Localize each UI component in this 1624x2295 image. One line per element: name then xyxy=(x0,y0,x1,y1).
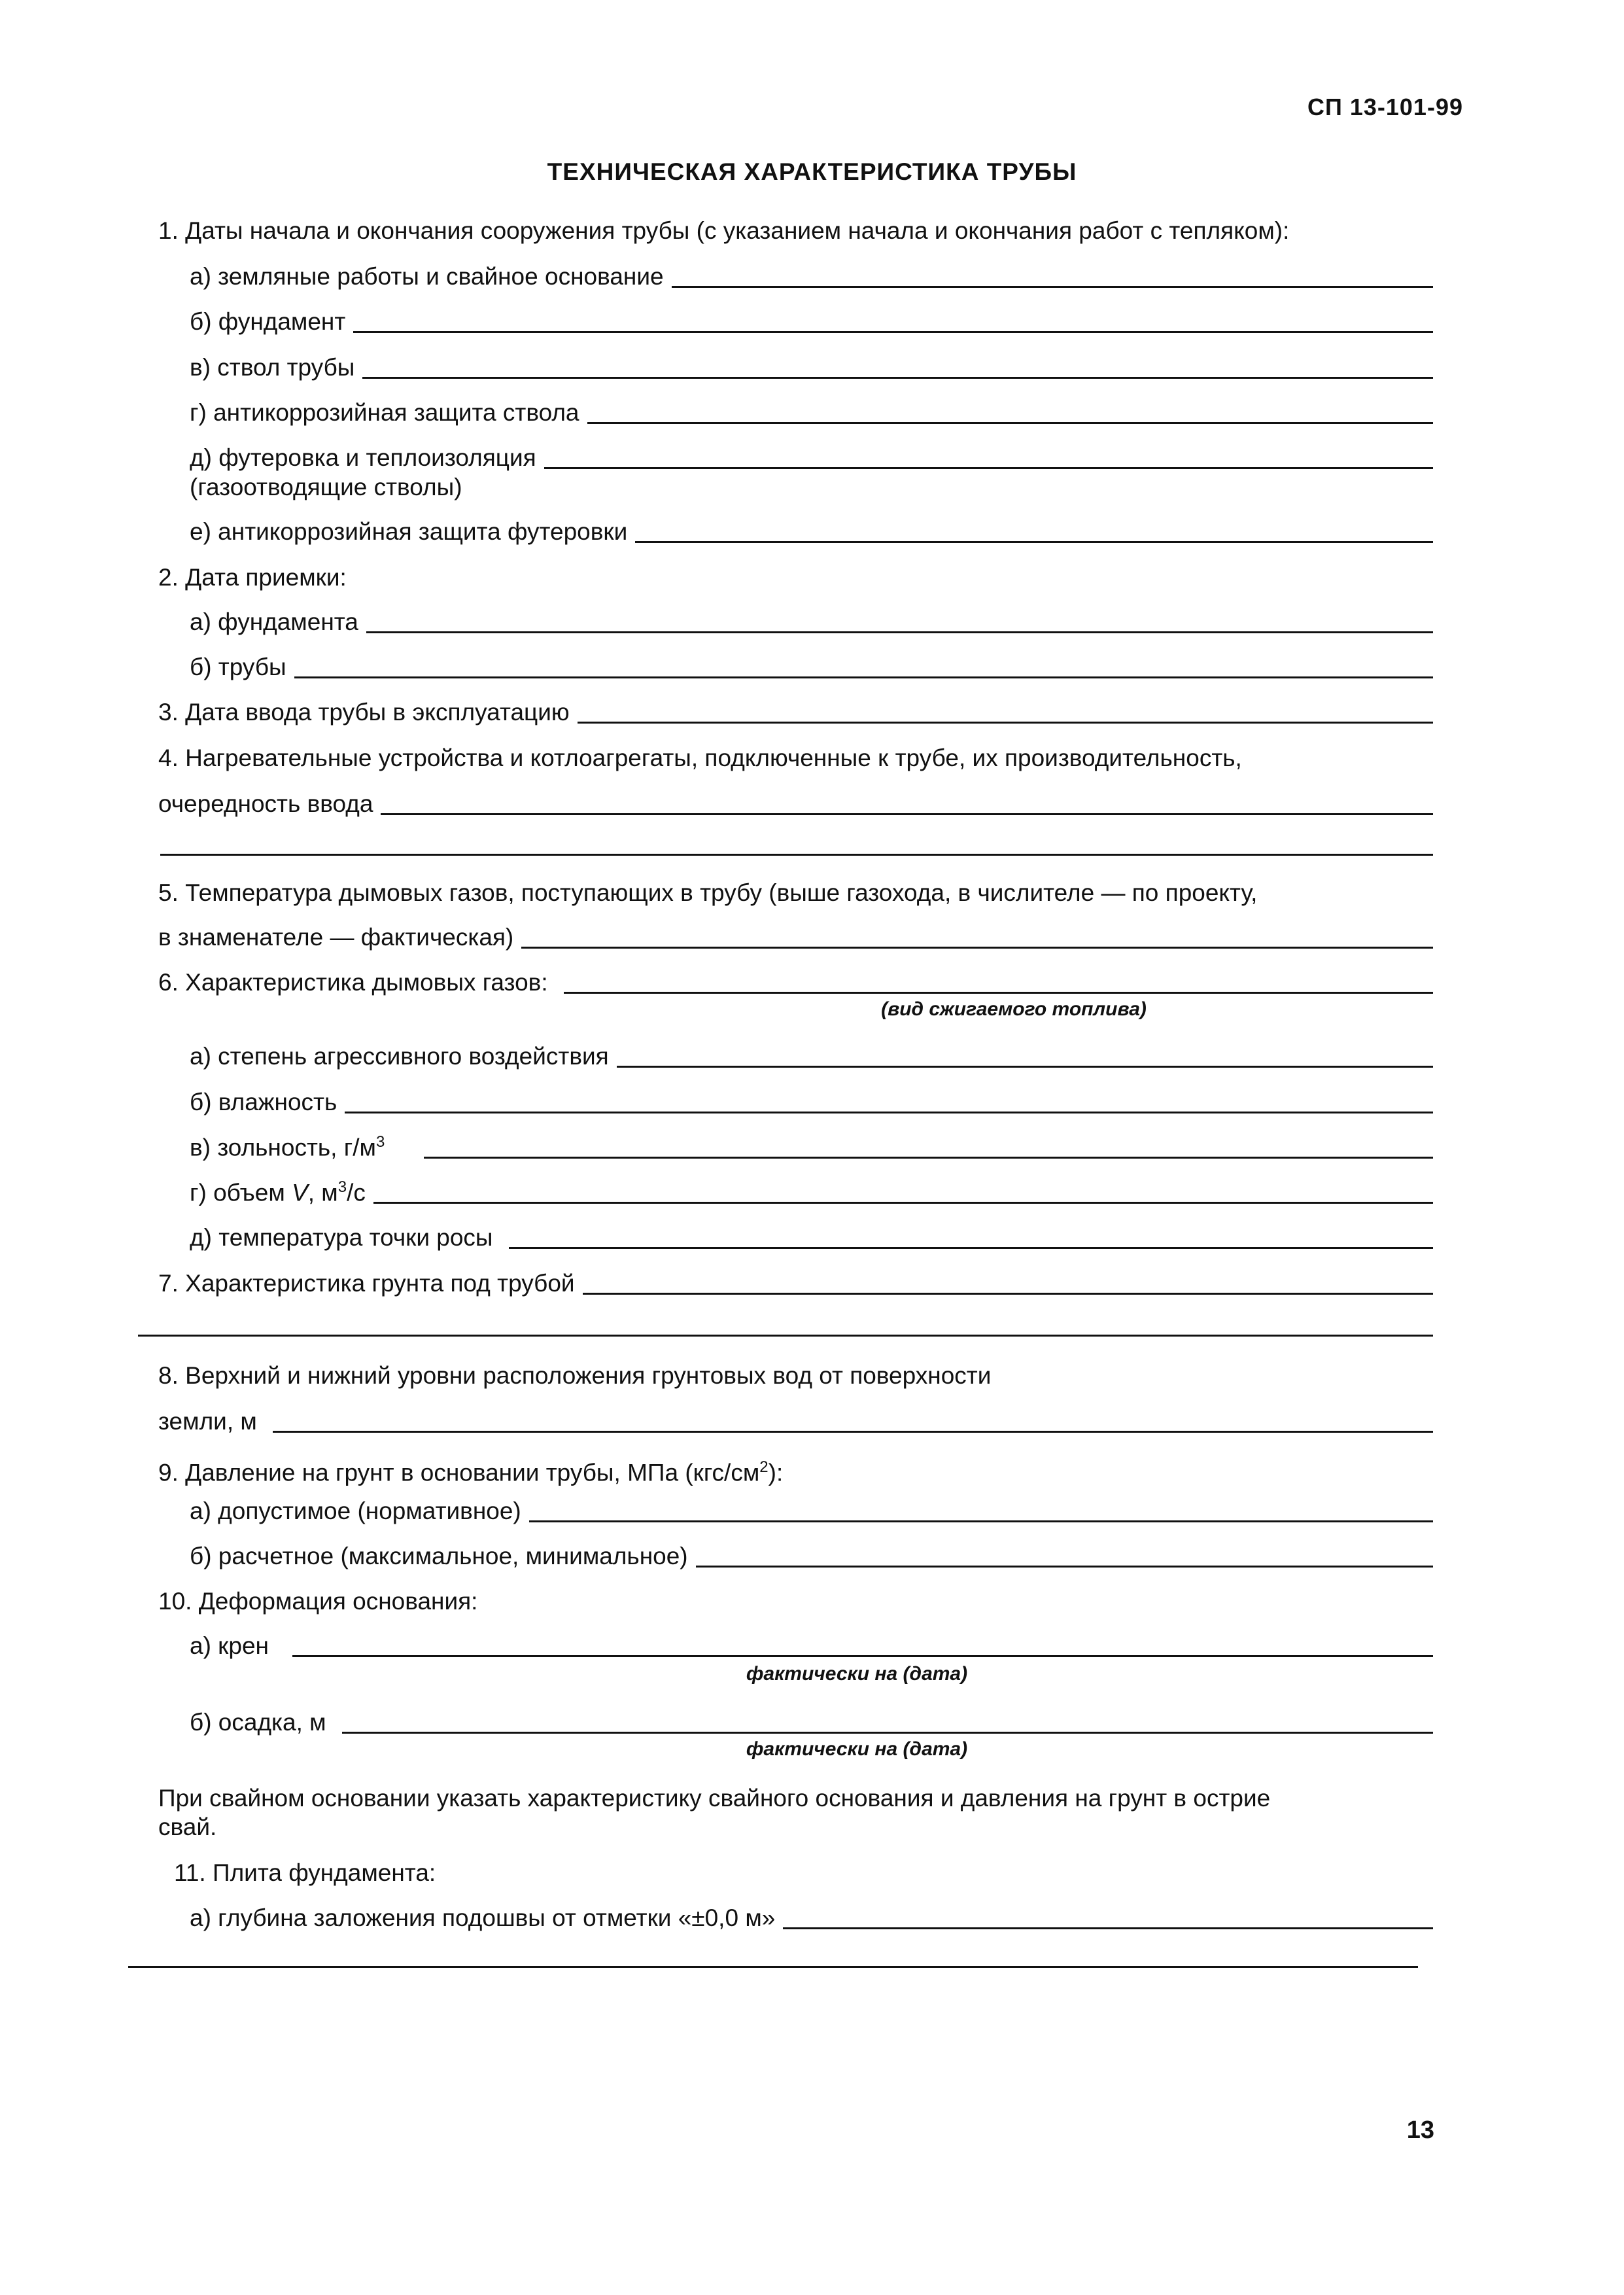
item-4-label: 4. Нагревательные устройства и котлоагрегаты, подключенные к трубе, их производительность, xyxy=(158,745,1242,771)
field-ash-content-label: в) зольность, $г/м^3$ xyxy=(190,1132,385,1161)
field-acceptance-stack-line[interactable] xyxy=(294,676,1433,678)
item-10-label: 10. Деформация основания: xyxy=(158,1588,478,1615)
page-number: 13 xyxy=(1406,2116,1434,2144)
field-shaft-anticorrosion-line[interactable] xyxy=(587,422,1433,424)
field-foundation-label: б) фундамент xyxy=(190,308,346,335)
field-dew-point-line[interactable] xyxy=(509,1247,1433,1249)
field-flue-gas-temperature[interactable] xyxy=(158,921,1433,954)
field-soil-characteristics-line[interactable] xyxy=(583,1293,1433,1295)
field-humidity[interactable] xyxy=(190,1086,1433,1119)
field-flue-gas-temperature-line[interactable] xyxy=(521,947,1433,949)
field-earthworks[interactable] xyxy=(190,260,1433,293)
field-allowable-pressure-label: а) допустимое (нормативное) xyxy=(190,1498,521,1524)
field-footing-depth[interactable] xyxy=(190,1902,1433,1935)
field-stack-shaft[interactable] xyxy=(190,351,1433,384)
item-11-label: 11. Плита фундамента: xyxy=(174,1859,436,1886)
field-commissioning-date-line[interactable] xyxy=(578,722,1433,724)
item-2-label: 2. Дата приемки: xyxy=(158,564,347,591)
field-acceptance-stack-label: б) трубы xyxy=(190,654,286,680)
blank-line-item-4[interactable] xyxy=(160,854,1433,856)
field-earthworks-label: а) земляные работы и свайное основание xyxy=(190,263,664,290)
field-acceptance-stack[interactable] xyxy=(190,651,1433,684)
field-acceptance-foundation-label: а) фундамента xyxy=(190,608,358,635)
pile-foundation-note: При свайном основании указать характеристику свайного основания и давления на грунт в острие xyxy=(158,1785,1271,1812)
field-tilt[interactable] xyxy=(190,1630,1433,1662)
field-soil-characteristics-label: 7. Характеристика грунта под трубой xyxy=(158,1270,575,1297)
field-volume-label: г) объем V, $м^3/с$ xyxy=(190,1178,366,1206)
field-stack-shaft-line[interactable] xyxy=(362,377,1433,379)
field-commissioning-order-label: очередность ввода xyxy=(158,790,373,817)
field-lining-insulation-label: д) футеровка и теплоизоляция xyxy=(190,444,536,471)
field-design-pressure[interactable] xyxy=(190,1540,1433,1573)
field-volume-line[interactable] xyxy=(373,1202,1433,1204)
field-flue-gas-characteristics[interactable] xyxy=(158,966,1433,999)
item-1-label: 1. Даты начала и окончания сооружения трубы (с указанием начала и окончания работ с тепляком): xyxy=(158,217,1290,244)
field-commissioning-date[interactable] xyxy=(158,696,1433,729)
field-acceptance-foundation[interactable] xyxy=(190,606,1433,639)
document-code: СП 13-101-99 xyxy=(1307,94,1463,120)
field-settlement[interactable] xyxy=(190,1706,1433,1739)
field-settlement-line[interactable] xyxy=(342,1732,1433,1734)
field-tilt-label: а) крен xyxy=(190,1632,269,1659)
field-ash-content-line[interactable] xyxy=(424,1157,1433,1159)
field-dew-point-label: д) температура точки росы xyxy=(190,1224,493,1251)
page-title: ТЕХНИЧЕСКАЯ ХАРАКТЕРИСТИКА ТРУБЫ xyxy=(547,158,1077,185)
field-tilt-line[interactable] xyxy=(292,1655,1433,1657)
field-allowable-pressure-line[interactable] xyxy=(529,1520,1433,1522)
field-earthworks-line[interactable] xyxy=(672,286,1433,288)
field-flue-gas-characteristics-label: 6. Характеристика дымовых газов: xyxy=(158,969,548,996)
field-lining-anticorrosion-label: е) антикоррозийная защита футеровки xyxy=(190,518,628,545)
field-design-pressure-label: б) расчетное (максимальное, минимальное) xyxy=(190,1543,688,1569)
field-acceptance-foundation-line[interactable] xyxy=(366,631,1433,633)
tilt-caption: фактически на (дата) xyxy=(746,1663,968,1685)
field-soil-characteristics[interactable] xyxy=(158,1267,1433,1300)
field-footing-depth-label: а) глубина заложения подошвы от отметки «±0,0 м» xyxy=(190,1904,776,1931)
field-humidity-line[interactable] xyxy=(345,1112,1433,1113)
field-groundwater-level-label: земли, м xyxy=(158,1408,257,1435)
field-shaft-anticorrosion-label: г) антикоррозийная защита ствола xyxy=(190,399,579,426)
field-lining-insulation-sublabel: (газоотводящие стволы) xyxy=(190,474,462,500)
field-lining-anticorrosion-line[interactable] xyxy=(635,541,1433,543)
field-shaft-anticorrosion[interactable] xyxy=(190,396,1433,429)
field-lining-insulation-line[interactable] xyxy=(544,467,1433,469)
field-flue-gas-temperature-label: в знаменателе — фактическая) xyxy=(158,924,514,951)
field-lining-anticorrosion[interactable] xyxy=(190,516,1433,548)
field-design-pressure-line[interactable] xyxy=(696,1566,1433,1568)
field-ash-content[interactable] xyxy=(190,1131,1433,1164)
field-foundation-line[interactable] xyxy=(353,331,1433,333)
field-stack-shaft-label: в) ствол трубы xyxy=(190,354,355,381)
fuel-type-caption: (вид сжигаемого топлива) xyxy=(881,998,1147,1020)
field-dew-point[interactable] xyxy=(190,1221,1433,1254)
field-aggressiveness-line[interactable] xyxy=(617,1066,1433,1068)
item-8-label: 8. Верхний и нижний уровни расположения грунтовых вод от поверхности xyxy=(158,1362,992,1389)
blank-line-item-7[interactable] xyxy=(138,1335,1433,1337)
field-commissioning-date-label: 3. Дата ввода трубы в эксплуатацию xyxy=(158,699,570,726)
item-9-label: 9. Давление на грунт в основании трубы, МПа $(кгс/см^2)$: xyxy=(158,1458,784,1486)
field-foundation[interactable] xyxy=(190,306,1433,338)
field-groundwater-level[interactable] xyxy=(158,1405,1433,1438)
field-allowable-pressure[interactable] xyxy=(190,1495,1433,1528)
field-volume[interactable] xyxy=(190,1176,1433,1209)
field-humidity-label: б) влажность xyxy=(190,1089,337,1115)
field-commissioning-order[interactable] xyxy=(158,788,1433,820)
field-aggressiveness-label: а) степень агрессивного воздействия xyxy=(190,1043,609,1070)
pile-foundation-note-end: свай. xyxy=(158,1813,217,1840)
blank-line-item-11[interactable] xyxy=(128,1966,1418,1968)
settlement-caption: фактически на (дата) xyxy=(746,1738,968,1760)
field-settlement-label: б) осадка, м xyxy=(190,1709,326,1736)
item-5-label: 5. Температура дымовых газов, поступающих в трубу (выше газохода, в числителе — по проекту, xyxy=(158,879,1258,906)
field-footing-depth-line[interactable] xyxy=(783,1927,1433,1929)
field-lining-insulation[interactable] xyxy=(190,442,1433,474)
field-groundwater-level-line[interactable] xyxy=(273,1431,1433,1433)
field-commissioning-order-line[interactable] xyxy=(381,813,1433,815)
field-flue-gas-characteristics-line[interactable] xyxy=(564,992,1433,994)
field-aggressiveness[interactable] xyxy=(190,1040,1433,1073)
